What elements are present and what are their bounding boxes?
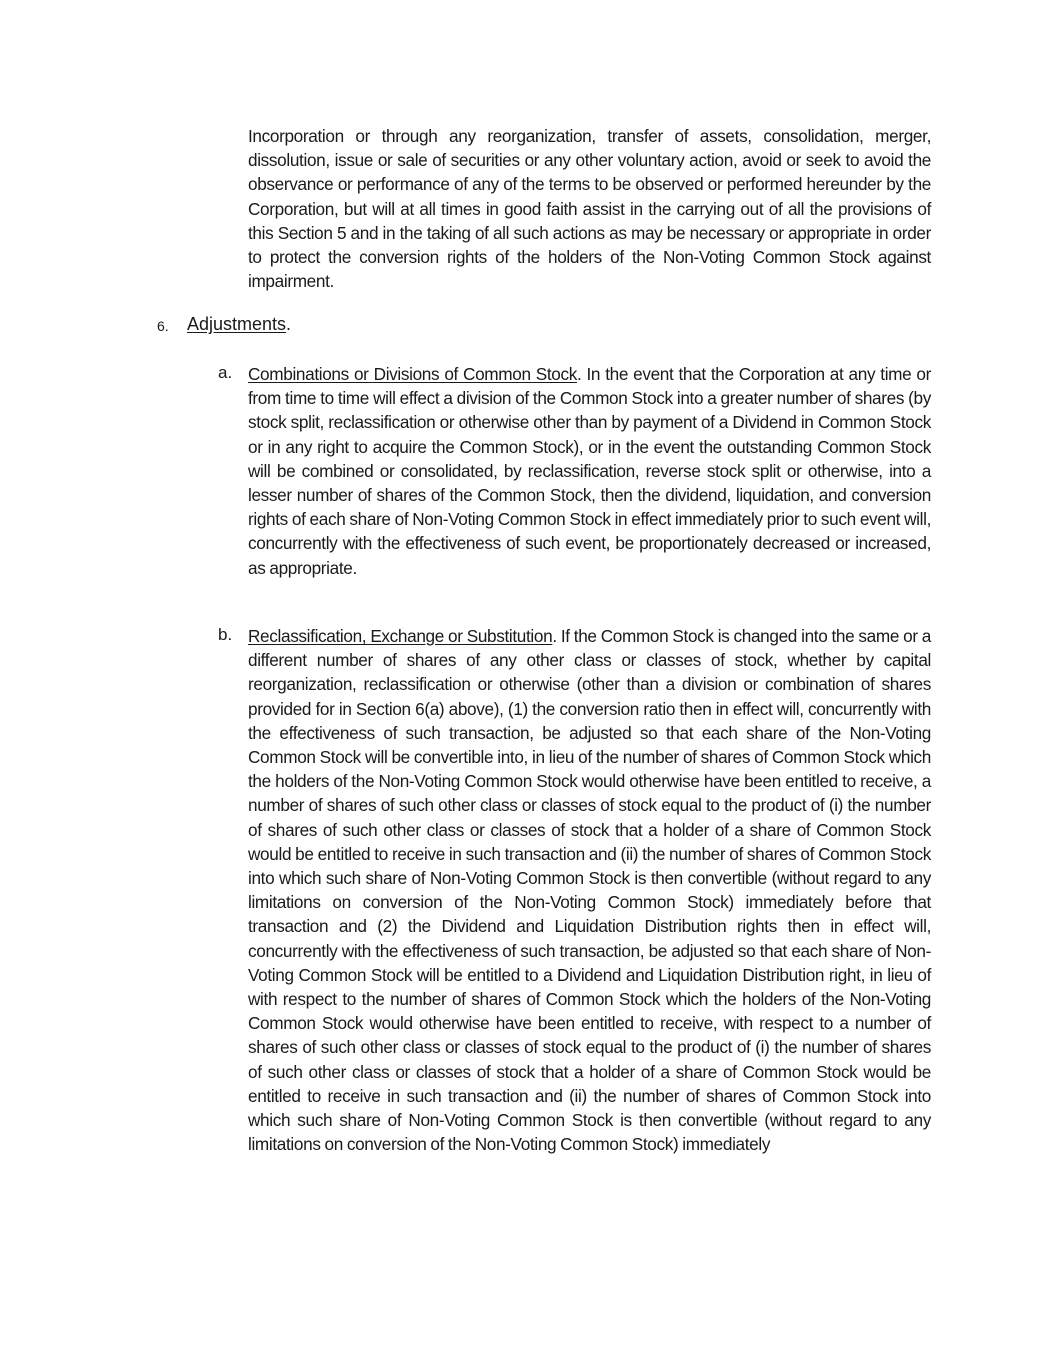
subsection-a-label: a.: [218, 363, 233, 382]
section-title: [187, 314, 291, 335]
section-title-suffix: .: [286, 314, 292, 334]
section-number: 6.: [157, 318, 169, 334]
subsection-b-body: If the Common Stock is changed into the same or a different number of shares of any other class or classes of stock, whether by capital reorganization, reclassification or otherwise (other than a division or combination of shares provided for in Section 6(a) above), (1) the conversion ratio then in effect will, concurrently with the effectiveness of such transaction, be adjusted so that each share of the Non-Voting Common Stock will be convertible into, in lieu of the number of shares of Common Stock which the holders of the Non-Voting Common Stock would otherwise have been entitled to receive, a number of shares of such other class or classes of stock equal to the product of (i) the number of shares of such other class or classes of stock that a holder of a share of Common Stock would be entitled to receive in such transaction and (ii) the number of shares of Common Stock into which such share of Non-Voting Common Stock is then convertible (without regard to any limitations on conversion of the Non-Voting Common Stock) immediately before that transaction and (2) the Dividend and Liquidation Distribution rights then in effect will, concurrently with the effectiveness of such transaction, be adjusted so that each share of Non-Voting Common Stock will be entitled to a Dividend and Liquidation Distribution right, in lieu of with respect to the number of shares of Common Stock which the holders of the Non-Voting Common Stock would otherwise have been entitled to receive, with respect to a number of shares of such other class or classes of stock equal to the product of (i) the number of shares of such other class or classes of stock that a holder of a share of Common Stock would be entitled to receive in such transaction and (ii) the number of shares of Common Stock into which such share of Non-Voting Common Stock is then convertible (without regard to any limitations on conversion of the Non-Voting Common Stock) immediately: [248, 626, 931, 1155]
continued-paragraph: Incorporation or through any reorganization, transfer of assets, consolidation, merger, dissolution, issue or sale of securities or any other voluntary action, avoid or seek to avoid the observance or performance of any of the terms to be observed or performed hereunder by the Corporation, but will at all times in good faith assist in the carrying out of all the provisions of this Section 5 and in the taking of all such actions as may be necessary or appropriate in order to protect the conversion rights of the holders of the Non-Voting Common Stock against impairment.: [248, 126, 931, 292]
section-title-text: Adjustments: [187, 314, 287, 334]
subsection-a-paragraph: [248, 362, 931, 580]
subsection-b-heading: Reclassification, Exchange or Substitution: [248, 626, 553, 646]
subsection-a-heading: Combinations or Divisions of Common Stock: [248, 364, 577, 384]
subsection-a-body: In the event that the Corporation at any time or from time to time will effect a division of the Common Stock into a greater number of shares (by stock split, reclassification or otherwise other than by payment of a Dividend in Common Stock or in any right to acquire the Common Stock), or in the event the outstanding Common Stock will be combined or consolidated, by reclassification, reverse stock split or otherwise, into a lesser number of shares of the Common Stock, then the dividend, liquidation, and conversion rights of each share of Non-Voting Common Stock in effect immediately prior to such event will, concurrently with the effectiveness of such event, be proportionately decreased or increased, as appropriate.: [248, 364, 931, 578]
subsection-b-paragraph: [248, 624, 931, 1156]
subsection-b-heading-suffix: .: [552, 626, 557, 646]
subsection-b-label: b.: [218, 625, 233, 644]
subsection-a-heading-suffix: .: [576, 364, 582, 384]
